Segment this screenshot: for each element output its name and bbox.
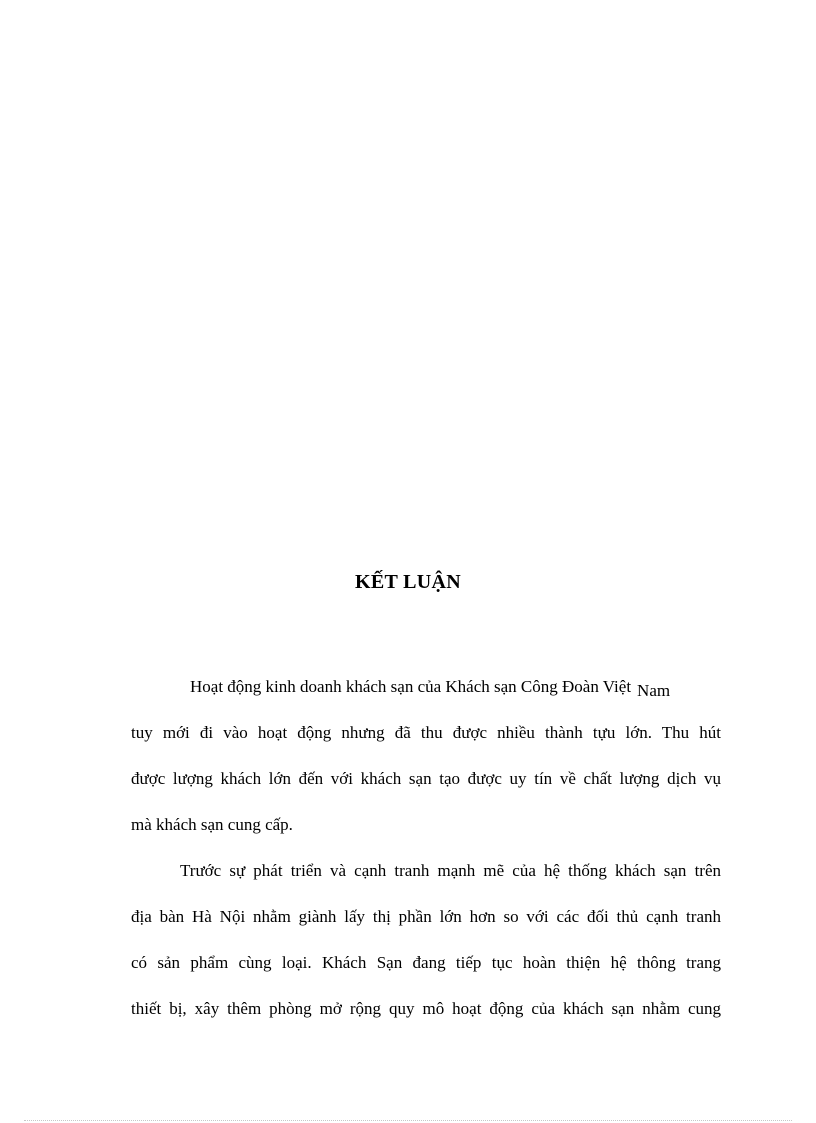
- paragraph-2-line-3: có sản phẩm cùng loại. Khách Sạn đang tiếp tục hoàn thiện hệ thông trang: [131, 953, 721, 972]
- page-bottom-divider: [24, 1120, 792, 1121]
- body-text: [131, 664, 721, 1032]
- paragraph-1-line-2: tuy mới đi vào hoạt động nhưng đã thu được nhiều thành tựu lớn. Thu hút: [131, 723, 721, 742]
- paragraph-2-line-2: địa bàn Hà Nội nhằm giành lấy thị phần lớn hơn so với các đối thủ cạnh tranh: [131, 907, 721, 926]
- paragraph-1-line-4: mà khách sạn cung cấp.: [131, 815, 293, 834]
- paragraph-1-line-3: được lượng khách lớn đến với khách sạn tạo được uy tín về chất lượng dịch vụ: [131, 769, 721, 788]
- paragraph-2-line-4: thiết bị, xây thêm phòng mở rộng quy mô hoạt động của khách sạn nhằm cung: [131, 999, 721, 1018]
- page-title: KẾT LUẬN: [355, 571, 461, 593]
- paragraph-2-line-1: Trước sự phát triển và cạnh tranh mạnh mẽ của hệ thống khách sạn trên: [180, 861, 721, 880]
- paragraph-1-line-1: [131, 664, 721, 710]
- paragraph-1-line-1-text: Hoạt động kinh doanh khách sạn của Khách sạn Công Đoàn Việt: [190, 677, 632, 696]
- paragraph-1-line-1-tail: Nam: [637, 681, 671, 700]
